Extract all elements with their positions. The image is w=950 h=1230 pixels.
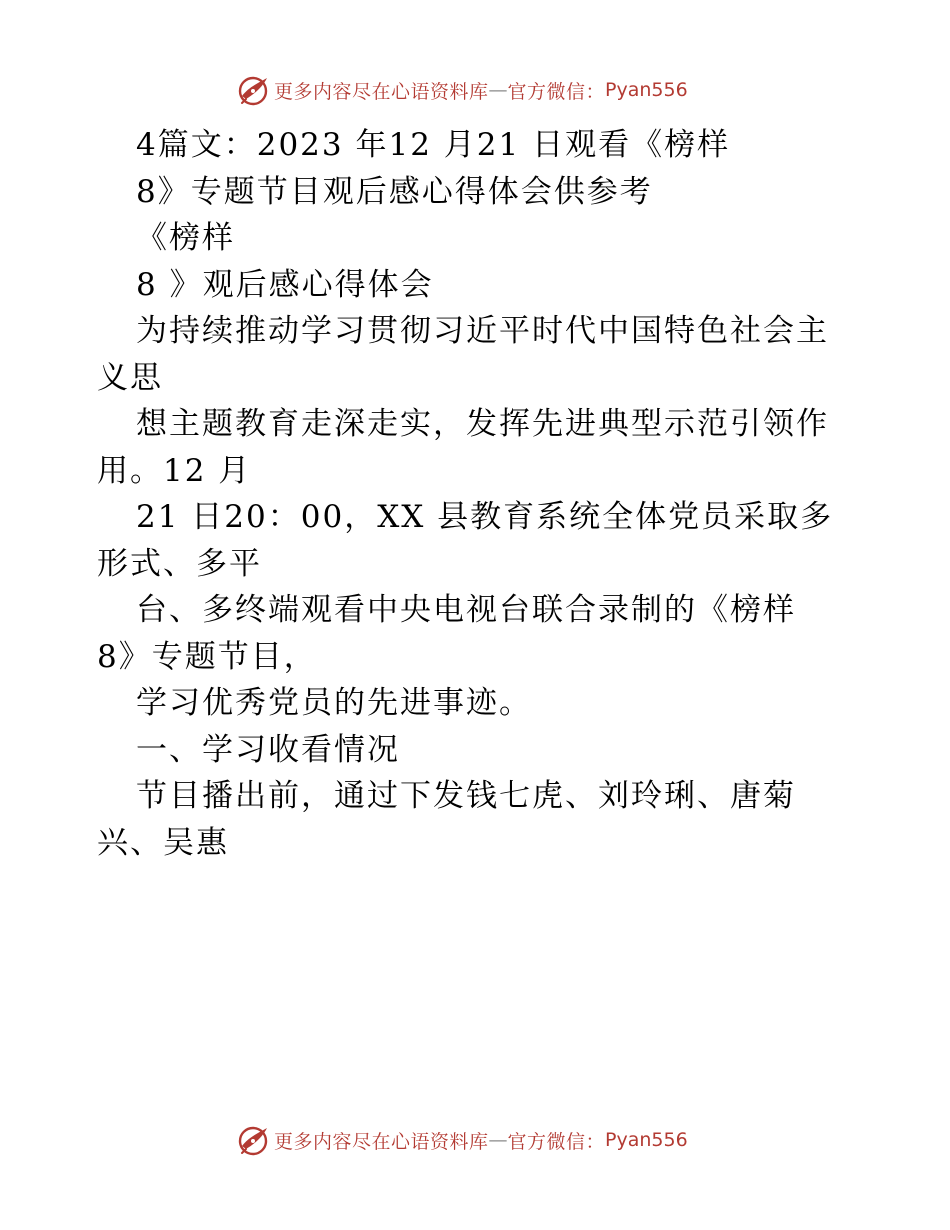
text-line: 义思 [97,359,163,396]
text-line: 学习优秀党员的先进事迹。 [136,685,532,721]
footer-wechat-id: Pyan556 [605,1129,688,1151]
text-line: 想主题教育走深走实，发挥先进典型示范引领作 [136,406,829,442]
text-line: 兴、吴惠 [97,824,229,861]
banner-wechat-id: Pyan556 [605,79,688,101]
text-line: 8》专题节目观后感心得体会供参考 [136,173,653,210]
document-body [97,122,857,866]
footer-banner [236,1122,688,1158]
footer-wechat-label: 官方微信： [507,1130,606,1153]
banner-wechat-label: 官方微信： [507,80,606,103]
text-line: 节目播出前，通过下发钱七虎、刘玲琍、唐菊 [136,778,796,814]
text-line: 一、学习收看情况 [136,731,400,768]
text-line: 形式、多平 [97,545,262,582]
banner-site-name: 更多内容尽在心语资料库 [274,80,489,103]
pen-nib-logo-icon [236,72,272,108]
text-line: 为持续推动学习贯彻习近平时代中国特色社会主 [136,313,829,349]
text-line: 台、多终端观看中央电视台联合录制的《榜样 [136,592,796,628]
text-line: 《榜样 [136,220,235,256]
text-line: 8 》观后感心得体会 [136,266,434,303]
pen-nib-logo-icon [236,1122,272,1158]
header-banner [236,72,688,108]
text-line: 4篇文：2023 年12 月21 日观看《榜样 [136,127,731,163]
footer-separator: — [488,1129,508,1151]
text-line: 8》专题节目， [97,638,317,675]
text-line: 21 日20：00，XX 县教育系统全体党员采取多 [136,499,834,535]
footer-site-name: 更多内容尽在心语资料库 [274,1130,489,1153]
text-line: 用。12 月 [97,452,252,489]
banner-separator: — [488,79,508,101]
